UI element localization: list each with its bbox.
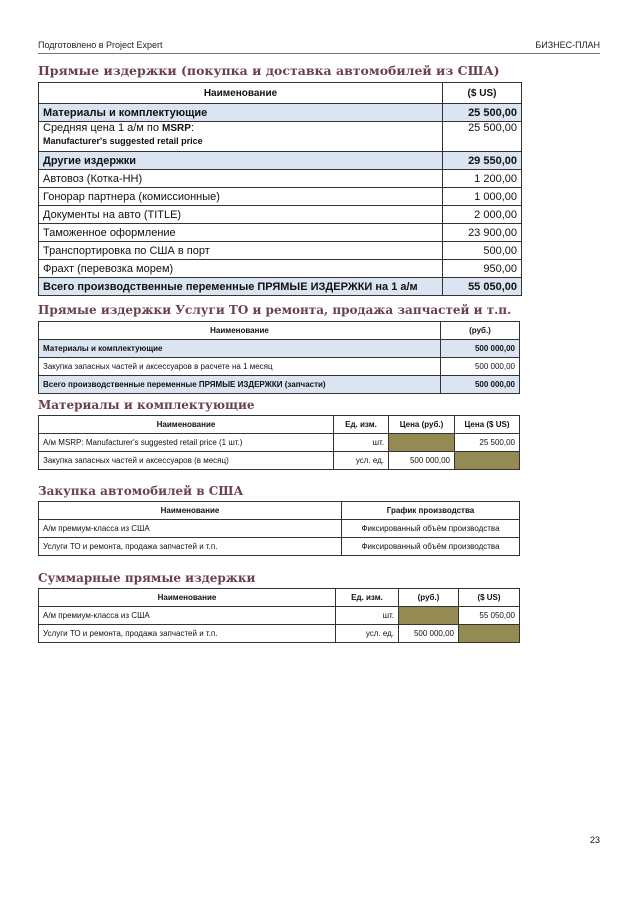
col-unit: Ед. изм. (336, 589, 399, 607)
col-name: Наименование (39, 589, 336, 607)
row-unit: шт. (334, 434, 389, 452)
row-value: 500 000,00 (441, 358, 520, 376)
col-name: Наименование (39, 502, 342, 520)
table-total-row (39, 278, 522, 296)
col-unit: Ед. изм. (334, 416, 389, 434)
table-row (39, 340, 520, 358)
section2-title: Прямые издержки Услуги ТО и ремонта, продажа запчастей и т.п. (38, 303, 512, 317)
row-unit: усл. ед. (336, 625, 399, 643)
row-name: Таможенное оформление (39, 224, 443, 242)
row-usd (459, 625, 520, 643)
row-name: А/м премиум-класса из США (39, 520, 342, 538)
section3-title: Материалы и комплектующие (38, 398, 255, 412)
table-row (39, 188, 522, 206)
row-name: Услуги ТО и ремонта, продажа запчастей и т.п. (39, 538, 342, 556)
col-name: Наименование (39, 322, 441, 340)
row-name: Материалы и комплектующие (39, 104, 443, 122)
table-row (39, 152, 522, 170)
col-value: (руб.) (441, 322, 520, 340)
table-header-row (39, 322, 520, 340)
msrp-subtitle: Manufacturer's suggested retail price (43, 136, 203, 146)
row-usd (455, 452, 520, 470)
row-name: Гонорар партнера (комиссионные) (39, 188, 443, 206)
row-name: Материалы и комплектующие (39, 340, 441, 358)
row-value: 500 000,00 (441, 376, 520, 394)
row-name: Документы на авто (TITLE) (39, 206, 443, 224)
table-row (39, 242, 522, 260)
row-value: 500,00 (443, 242, 522, 260)
table-row (39, 224, 522, 242)
direct-costs-service-table (38, 321, 520, 394)
table-row (39, 206, 522, 224)
col-value: ($ US) (443, 83, 522, 104)
materials-table (38, 415, 520, 470)
table-row (39, 452, 520, 470)
row-rub: 500 000,00 (399, 625, 459, 643)
row-name: Всего производственные переменные ПРЯМЫЕ ИЗДЕРЖКИ (запчасти) (39, 376, 441, 394)
msrp-abbr: MSRP (162, 123, 191, 134)
table-row (39, 625, 520, 643)
row-name (39, 122, 443, 152)
row-value: 1 200,00 (443, 170, 522, 188)
table-row (39, 170, 522, 188)
car-purchase-table (38, 501, 520, 556)
row-value: 25 500,00 (443, 104, 522, 122)
row-name: А/м MSRP: Manufacturer's suggested retail price (1 шт.) (39, 434, 334, 452)
row-unit: усл. ед. (334, 452, 389, 470)
section1-title: Прямые издержки (покупка и доставка автомобилей из США) (38, 63, 500, 78)
col-name: Наименование (39, 416, 334, 434)
table-row (39, 520, 520, 538)
table-header-row (39, 589, 520, 607)
row-rub: 500 000,00 (389, 452, 455, 470)
table-row (39, 607, 520, 625)
row-name: Закупка запасных частей и аксессуаров в расчете на 1 месяц (39, 358, 441, 376)
row-name: Автовоз (Котка-НН) (39, 170, 443, 188)
msrp-label: Средняя цена 1 а/м по (43, 122, 163, 134)
col-rub: (руб.) (399, 589, 459, 607)
row-usd: 25 500,00 (455, 434, 520, 452)
row-value: 950,00 (443, 260, 522, 278)
table-header-row (39, 502, 520, 520)
row-name: Услуги ТО и ремонта, продажа запчастей и т.п. (39, 625, 336, 643)
direct-costs-cars-table (38, 82, 522, 296)
row-schedule: Фиксированный объём производства (342, 538, 520, 556)
row-name: Транспортировка по США в порт (39, 242, 443, 260)
col-name: Наименование (39, 83, 443, 104)
row-schedule: Фиксированный объём производства (342, 520, 520, 538)
row-value: 500 000,00 (441, 340, 520, 358)
col-price-rub: Цена (руб.) (389, 416, 455, 434)
msrp-colon: : (190, 122, 195, 134)
row-name: Другие издержки (39, 152, 443, 170)
table-row (39, 434, 520, 452)
row-name: Фрахт (перевозка морем) (39, 260, 443, 278)
row-value: 29 550,00 (443, 152, 522, 170)
section4-title: Закупка автомобилей в США (38, 484, 244, 498)
total-direct-costs-table (38, 588, 520, 643)
row-usd: 55 050,00 (459, 607, 520, 625)
header-left: Подготовлено в Project Expert (38, 40, 163, 50)
section5-title: Суммарные прямые издержки (38, 571, 256, 585)
row-value: 25 500,00 (443, 122, 522, 152)
header-right: БИЗНЕС-ПЛАН (535, 40, 600, 50)
table-total-row (39, 376, 520, 394)
table-header-row (39, 83, 522, 104)
row-name: Всего производственные переменные ПРЯМЫЕ ИЗДЕРЖКИ на 1 а/м (39, 278, 443, 296)
row-value: 23 900,00 (443, 224, 522, 242)
row-rub (399, 607, 459, 625)
row-rub (389, 434, 455, 452)
table-row (39, 122, 522, 152)
page-number: 23 (589, 835, 600, 845)
row-value: 1 000,00 (443, 188, 522, 206)
row-value: 2 000,00 (443, 206, 522, 224)
col-usd: ($ US) (459, 589, 520, 607)
table-header-row (39, 416, 520, 434)
row-name: А/м премиум-класса из США (39, 607, 336, 625)
table-row (39, 104, 522, 122)
table-row (39, 538, 520, 556)
header-divider (38, 53, 600, 54)
row-unit: шт. (336, 607, 399, 625)
row-value: 55 050,00 (443, 278, 522, 296)
row-name: Закупка запасных частей и аксессуаров (в месяц) (39, 452, 334, 470)
col-schedule: График производства (342, 502, 520, 520)
table-row (39, 358, 520, 376)
col-price-usd: Цена ($ US) (455, 416, 520, 434)
table-row (39, 260, 522, 278)
